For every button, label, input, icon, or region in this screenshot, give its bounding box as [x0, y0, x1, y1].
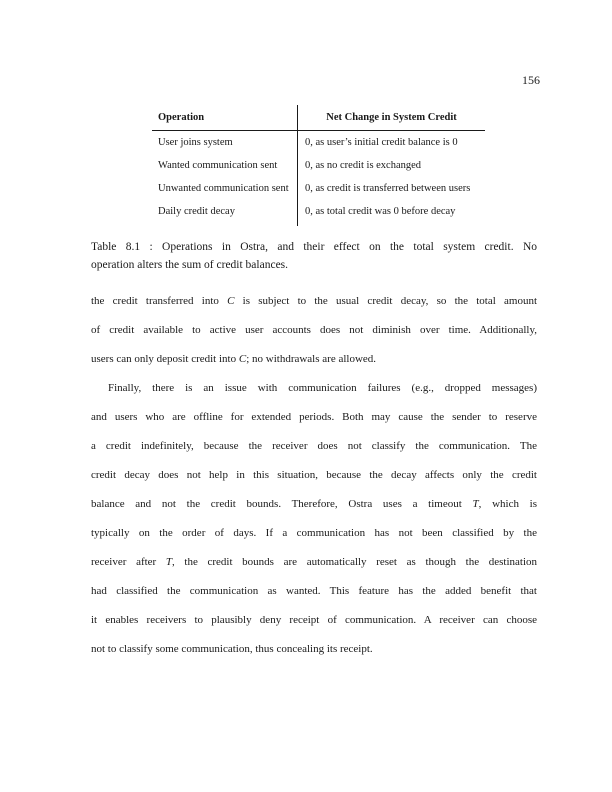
table-header-net-change: Net Change in System Credit	[297, 105, 485, 130]
table-cell-effect: 0, as user’s initial credit balance is 0	[297, 131, 485, 154]
body-line: receiver after T, the credit bounds are automatically reset as though the destination	[91, 556, 538, 568]
table-caption-line: Table 8.1 : Operations in Ostra, and their effect on the total system credit. No	[91, 241, 537, 253]
body-line: a credit indefinitely, because the receiver does not classify the communication. The	[91, 440, 537, 452]
body-line: typically on the order of days. If a communication has not been classified by the	[91, 527, 537, 539]
body-line: had classified the communication as wanted. This feature has the added benefit that	[91, 585, 537, 597]
body-text	[91, 287, 537, 664]
body-line: of credit available to active user accounts does not diminish over time. Additionally,	[91, 324, 537, 336]
table-cell-operation: Daily credit decay	[158, 206, 235, 217]
body-line: credit decay does not help in this situation, because the decay affects only the credit	[91, 469, 537, 481]
table-cell-operation: Wanted communication sent	[158, 160, 278, 171]
table-row	[152, 154, 485, 177]
table-cell-operation: Unwanted communication sent	[158, 183, 289, 194]
table-header-row	[152, 105, 485, 131]
table-row	[152, 131, 485, 154]
body-line: it enables receivers to plausibly deny receipt of communication. A receiver can choose	[91, 614, 537, 626]
table-cell-effect: 0, as no credit is exchanged	[297, 154, 485, 177]
table-row	[152, 200, 485, 226]
page-number: 156	[522, 73, 540, 87]
table-header-operation: Operation	[158, 112, 205, 123]
table-cell-operation: User joins system	[158, 137, 233, 148]
body-line: Finally, there is an issue with communication failures (e.g., dropped messages)	[108, 382, 537, 394]
body-line: users can only deposit credit into C; no withdrawals are allowed.	[91, 353, 377, 365]
table-cell-effect: 0, as credit is transferred between users	[297, 177, 485, 200]
operations-table	[152, 105, 485, 226]
body-line: and users who are offline for extended periods. Both may cause the sender to reserve	[91, 411, 537, 423]
table-row	[152, 177, 485, 200]
table-caption-line: operation alters the sum of credit balances.	[91, 259, 289, 271]
body-line: the credit transferred into C is subject to the usual credit decay, so the total amount	[91, 295, 537, 307]
table-caption	[91, 238, 537, 274]
body-line: not to classify some communication, thus concealing its receipt.	[91, 643, 373, 655]
body-line: balance and not the credit bounds. Therefore, Ostra uses a timeout T, which is	[91, 498, 537, 510]
table-cell-effect: 0, as total credit was 0 before decay	[297, 200, 485, 226]
